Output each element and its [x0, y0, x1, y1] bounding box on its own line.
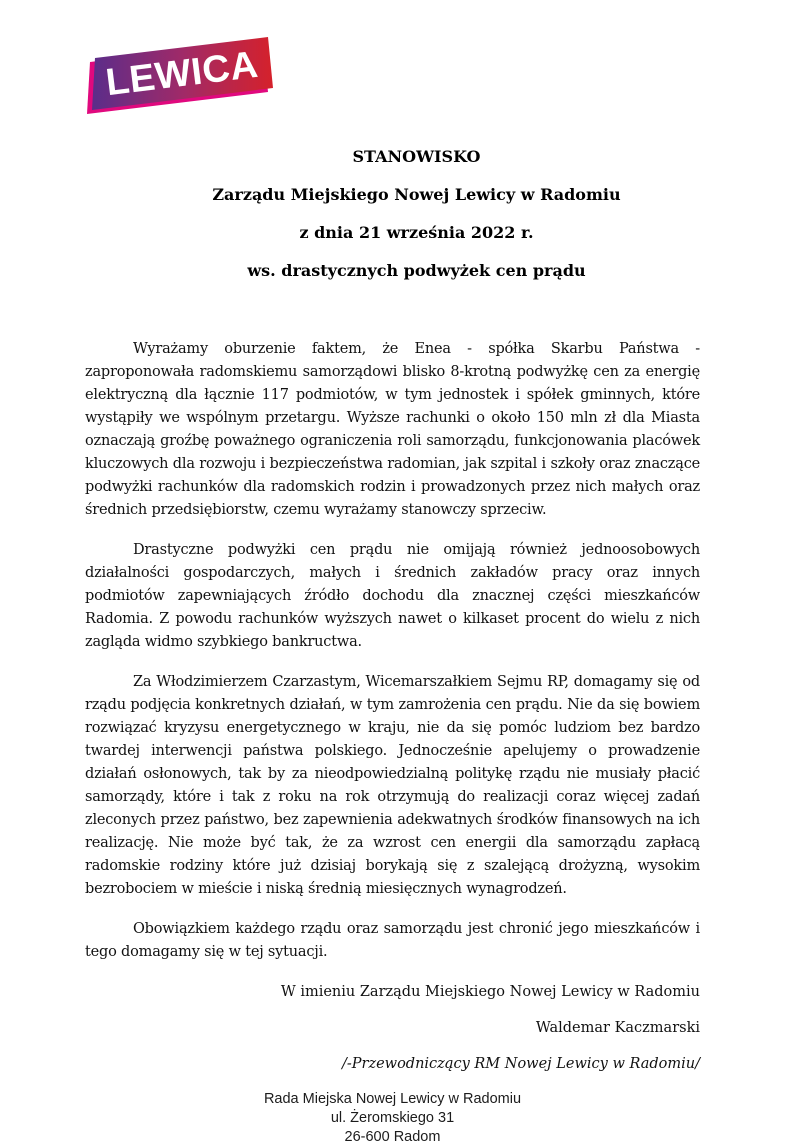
- heading-issuer: Zarządu Miejskiego Nowej Lewicy w Radomiu: [212, 185, 621, 204]
- statement-heading: [85, 145, 700, 282]
- footer-street: ul. Żeromskiego 31: [330, 1110, 455, 1126]
- paragraph-1: Wyrażamy oburzenie faktem, że Enea - spółka Skarbu Państwa - zaproponowała radomskiemu samorządowi blisko 8-krotną podwyżkę cen za energię elektryczną dla łącznie 117 podmiotów, w tym jednostek i spółek gminnych, które wystąpiły we wspólnym przetargu. Wyższe rachunki o około 150 mln zł dla Miasta oznaczają groźbę poważnego ograniczenia roli samorządu, funkcjonowania placówek kluczowych dla rozwoju i bezpieczeństwa radomian, jak szpital i szkoły oraz znaczące podwyżki rachunków dla radomskich rodzin i prowadzonych przez nich małych oraz średnich przedsiębiorstw, czemu wyrażamy stanowczy sprzeciw.: [85, 341, 700, 518]
- signature-role: /-Przewodniczący RM Nowej Lewicy w Radomiu/: [341, 1056, 700, 1072]
- paragraph-2: Drastyczne podwyżki cen prądu nie omijają również jednoosobowych działalności gospodarczych, małych i średnich zakładów pracy oraz innych podmiotów zapewniających źródło dochodu dla znacznej części mieszkańców Radomia. Z powodu rachunków wyższych nawet o kilkaset procent do wielu z nich zagląda widmo szybkiego bankructwa.: [85, 542, 700, 650]
- signature-on-behalf: W imieniu Zarządu Miejskiego Nowej Lewicy w Radomiu: [280, 984, 700, 1000]
- heading-date: z dnia 21 września 2022 r.: [299, 223, 534, 242]
- footer-org: Rada Miejska Nowej Lewicy w Radomiu: [263, 1091, 522, 1107]
- lewica-logo: [78, 30, 283, 120]
- statement-paragraphs: [85, 338, 700, 964]
- logo-wordmark: LEWICA: [103, 43, 261, 105]
- heading-title: STANOWISKO: [352, 147, 481, 166]
- document-body: [85, 145, 700, 1147]
- signature-name: Waldemar Kaczmarski: [535, 1020, 700, 1036]
- heading-subject: ws. drastycznych podwyżek cen prądu: [247, 261, 586, 280]
- footer-postal-city: 26-600 Radom: [344, 1129, 441, 1145]
- paragraph-3: Za Włodzimierzem Czarzastym, Wicemarszałkiem Sejmu RP, domagamy się od rządu podjęcia konkretnych działań, w tym zamrożenia cen prądu. Nie da się bowiem rozwiązać kryzysu energetycznego w kraju, nie da się pomóc ludziom bez bardzo twardej interwencji państwa polskiego. Jednocześnie apelujemy o prowadzenie działań osłonowych, tak by za nieodpowiedzialną politykę rządu nie musiały płacić samorządy, które i tak z roku na rok otrzymują do realizacji coraz więcej zadań zleconych przez państwo, bez zapewnienia adekwatnych środków finansowych na ich realizację. Nie może być tak, że za wzrost cen energii dla samorządu zapłacą radomskie rodziny które już dzisiaj borykają się z szalejącą drożyzną, wysokim bezrobociem w mieście i niską średnią miesięcznych wynagrodzeń.: [85, 674, 700, 897]
- signature-block: [85, 981, 700, 1076]
- lewica-logo-shapes: [87, 37, 273, 114]
- paragraph-4: Obowiązkiem każdego rządu oraz samorządu jest chronić jego mieszkańców i tego domagamy się w tej sytuacji.: [85, 921, 700, 960]
- footer-address: [85, 1090, 700, 1147]
